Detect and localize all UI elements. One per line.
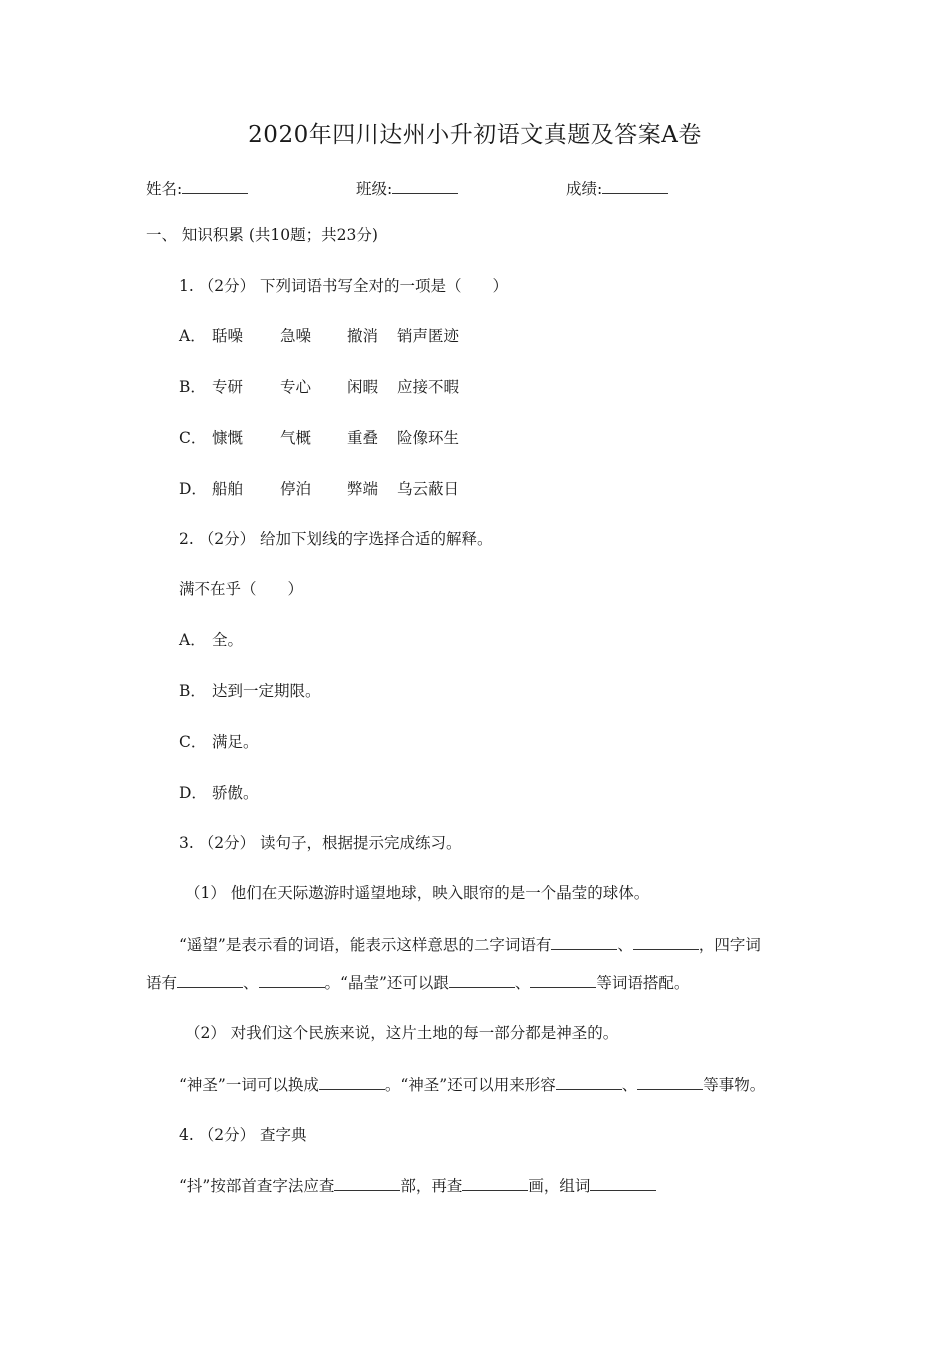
answer-blank[interactable] xyxy=(177,972,243,988)
class-blank[interactable] xyxy=(392,178,458,194)
text-segment: 。“神圣”还可以用来形容 xyxy=(384,1076,556,1094)
answer-blank[interactable] xyxy=(637,1074,703,1090)
option-word: 专心 xyxy=(280,378,312,396)
q1-option-a[interactable] xyxy=(179,326,459,346)
text-segment: “神圣”一词可以换成 xyxy=(179,1076,319,1094)
option-letter: C． xyxy=(179,429,207,447)
text-segment: 画，组词 xyxy=(528,1177,591,1195)
option-word: 弊端 xyxy=(347,480,379,498)
option-text: 达到一定期限。 xyxy=(212,682,321,700)
answer-blank[interactable] xyxy=(590,1175,656,1191)
class-label: 班级: xyxy=(356,180,393,198)
answer-blank[interactable] xyxy=(319,1074,385,1090)
option-letter: B． xyxy=(179,378,206,396)
option-word: 闲暇 xyxy=(347,378,379,396)
option-word: 急噪 xyxy=(280,327,312,345)
option-word: 乌云蔽日 xyxy=(397,480,460,498)
q4-line xyxy=(179,1175,656,1196)
option-letter: A． xyxy=(179,327,206,345)
answer-blank[interactable] xyxy=(462,1175,528,1191)
text-segment: 部，再查 xyxy=(400,1177,463,1195)
q2-option-d[interactable] xyxy=(179,783,259,803)
option-word: 停泊 xyxy=(280,480,312,498)
score-label: 成绩: xyxy=(566,180,603,198)
q1-option-c[interactable] xyxy=(179,428,459,448)
text-segment: 。“晶莹”还可以跟 xyxy=(324,974,449,992)
text-segment: 等事物。 xyxy=(703,1076,766,1094)
answer-blank[interactable] xyxy=(530,972,596,988)
class-field[interactable] xyxy=(356,177,458,199)
page-title: 2020年四川达州小升初语文真题及答案A卷 xyxy=(248,122,702,148)
option-word: 重叠 xyxy=(347,429,379,447)
q3-part2-line xyxy=(179,1074,765,1095)
option-letter: D． xyxy=(179,480,207,498)
option-word: 应接不暇 xyxy=(397,378,460,396)
answer-blank[interactable] xyxy=(334,1175,400,1191)
score-blank[interactable] xyxy=(602,178,668,194)
text-segment: ，四字词 xyxy=(698,936,761,954)
q3-part2-sentence: （2） 对我们这个民族来说，这片土地的每一部分都是神圣的。 xyxy=(185,1024,619,1042)
q4-stem: 4. （2分） 查字典 xyxy=(179,1126,307,1144)
option-word: 聒噪 xyxy=(212,327,244,345)
answer-blank[interactable] xyxy=(449,972,515,988)
answer-blank[interactable] xyxy=(551,934,617,950)
q2-phrase: 满不在乎（ ） xyxy=(179,580,304,598)
q2-option-b[interactable] xyxy=(179,681,321,701)
text-segment: 、 xyxy=(617,936,633,954)
option-word: 撤消 xyxy=(347,327,379,345)
option-letter: C． xyxy=(179,733,207,751)
answer-blank[interactable] xyxy=(259,972,325,988)
q3-part1-line1 xyxy=(179,934,761,955)
name-blank[interactable] xyxy=(182,178,248,194)
option-word: 险像环生 xyxy=(397,429,460,447)
section-heading: 一、 知识积累 (共10题；共23分) xyxy=(146,226,378,244)
text-segment: 、 xyxy=(243,974,259,992)
option-letter: D． xyxy=(179,784,207,802)
q2-option-c[interactable] xyxy=(179,732,259,752)
option-word: 慷慨 xyxy=(212,429,244,447)
option-letter: A． xyxy=(179,631,206,649)
text-segment: “遥望”是表示看的词语，能表示这样意思的二字词语有 xyxy=(179,936,552,954)
name-label: 姓名: xyxy=(146,180,183,198)
option-letter: B． xyxy=(179,682,206,700)
option-word: 销声匿迹 xyxy=(397,327,460,345)
option-word: 气概 xyxy=(280,429,312,447)
q3-part1-sentence: （1） 他们在天际遨游时遥望地球，映入眼帘的是一个晶莹的球体。 xyxy=(185,884,650,902)
answer-blank[interactable] xyxy=(633,934,699,950)
q3-part1-line2 xyxy=(146,972,689,993)
score-field[interactable] xyxy=(566,177,668,199)
text-segment: 、 xyxy=(621,1076,638,1094)
q2-stem: 2. （2分） 给加下划线的字选择合适的解释。 xyxy=(179,530,493,548)
q1-option-d[interactable] xyxy=(179,479,459,499)
q1-option-b[interactable] xyxy=(179,377,459,397)
name-field[interactable] xyxy=(146,177,248,199)
text-segment: 等词语搭配。 xyxy=(596,974,690,992)
text-segment: “抖”按部首查字法应查 xyxy=(179,1177,335,1195)
option-word: 船舶 xyxy=(212,480,244,498)
answer-blank[interactable] xyxy=(556,1074,622,1090)
option-word: 专研 xyxy=(212,378,244,396)
text-segment: 语有 xyxy=(146,974,178,992)
q2-option-a[interactable] xyxy=(179,630,243,650)
option-text: 全。 xyxy=(212,631,244,649)
q1-stem: 1. （2分） 下列词语书写全对的一项是（ ） xyxy=(179,277,509,295)
option-text: 骄傲。 xyxy=(212,784,259,802)
option-text: 满足。 xyxy=(212,733,259,751)
q3-stem: 3. （2分） 读句子，根据提示完成练习。 xyxy=(179,834,462,852)
text-segment: 、 xyxy=(514,974,531,992)
